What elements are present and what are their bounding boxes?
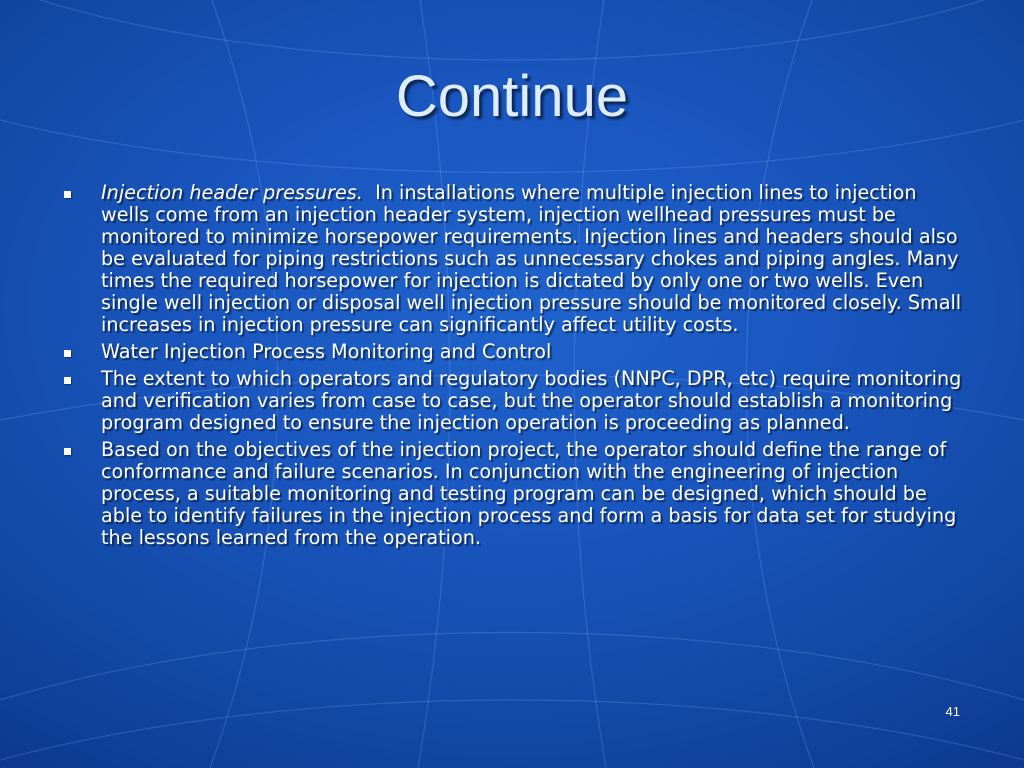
bullet-text: The extent to which operators and regulatory bodies (NNPC, DPR, etc) require monitoring and verification varies from case to case, but the operator should establish a monitoring program designed to ensure the injection operation is proceeding as planned. [101,367,962,434]
square-bullet-icon [64,377,71,384]
slide-title: Continue [395,64,629,129]
square-bullet-icon [64,191,71,198]
slide-number: 41 [945,704,960,719]
bullet-text: Water Injection Process Monitoring and Control [101,340,552,363]
bullet-item-monitoring-control [58,341,970,363]
bullet-item-regulatory [58,368,970,434]
bullet-item-injection-header [58,182,970,336]
square-bullet-icon [64,350,71,357]
bullet-item-objectives [58,439,970,549]
square-bullet-icon [64,448,71,455]
bullet-text: Based on the objectives of the injection project, the operator should define the range of conformance and failure scenarios. In conjunction with the engineering of injection process, a suitable monitoring and testing program can be designed, which should be able to identify failures in the injection process and form a basis for data set for studying the lessons learned from the operation. [101,438,957,549]
bullet-list [58,182,970,554]
bullet-lead-italic: Injection header pressures. [101,181,363,204]
bullet-text: In installations where multiple injection lines to injection wells come from an injection header system, injection wellhead pressures must be monitored to minimize horsepower requirements. Injection lines and headers should also be evaluated for piping restrictions such as unnecessary chokes and piping angles. Many times the required horsepower for injection is dictated by only one or two wells. Even single well injection or disposal well injection pressure should be monitored closely. Small increases in injection pressure can significantly affect utility costs. [101,181,968,336]
